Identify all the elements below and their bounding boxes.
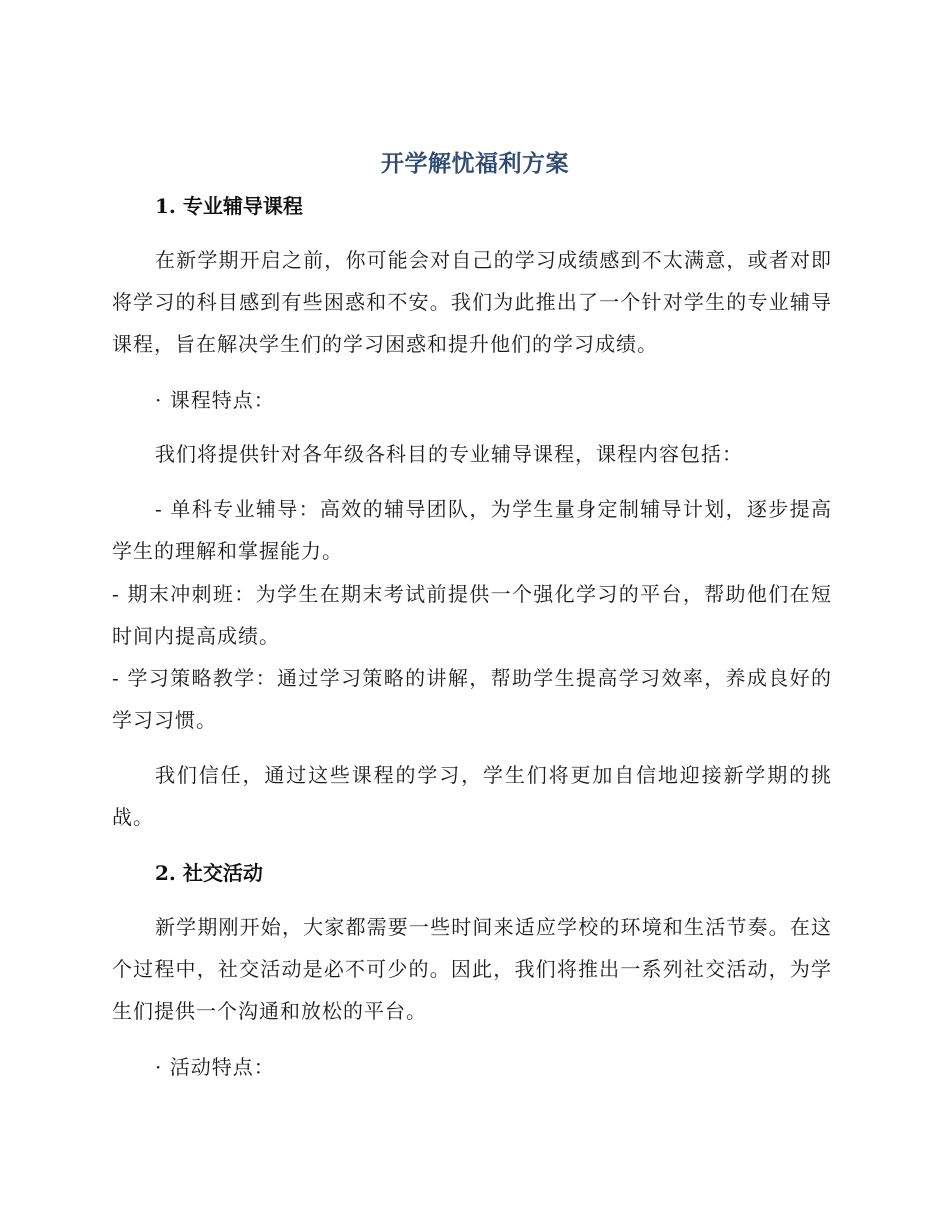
course-item-single-subject: - 单科专业辅导：高效的辅导团队，为学生量身定制辅导计划，逐步提高学生的理解和掌握能力。 [112, 497, 832, 563]
section1-intro-paragraph: 在新学期开启之前，你可能会对自己的学习成绩感到不太满意，或者对即将学习的科目感到有些困惑和不安。我们为此推出了一个针对学生的专业辅导课程，旨在解决学生们的学习困惑和提升他们的学习成绩。 [112, 248, 832, 356]
section2-intro-paragraph: 新学期刚开始，大家都需要一些时间来适应学校的环境和生活节奏。在这个过程中，社交活动是必不可少的。因此，我们将推出一系列社交活动，为学生们提供一个沟通和放松的平台。 [112, 915, 832, 1023]
course-features-intro: 我们将提供针对各年级各科目的专业辅导课程，课程内容包括： [155, 442, 743, 466]
document-title: 开学解忧福利方案 [381, 150, 569, 177]
course-item-final-sprint: - 期末冲刺班：为学生在期末考试前提供一个强化学习的平台，帮助他们在短时间内提高成绩。 [112, 582, 832, 648]
section-heading-professional-tutoring: 1. 专业辅导课程 [155, 194, 303, 218]
course-item-study-strategy: - 学习策略教学：通过学习策略的讲解，帮助学生提高学习效率，养成良好的学习习惯。 [112, 666, 832, 732]
section1-closing-paragraph: 我们信任，通过这些课程的学习，学生们将更加自信地迎接新学期的挑战。 [112, 763, 832, 829]
activity-features-label: · 活动特点： [155, 1055, 275, 1079]
course-features-label: · 课程特点： [155, 388, 275, 412]
section-heading-social-activities: 2. 社交活动 [155, 861, 263, 885]
